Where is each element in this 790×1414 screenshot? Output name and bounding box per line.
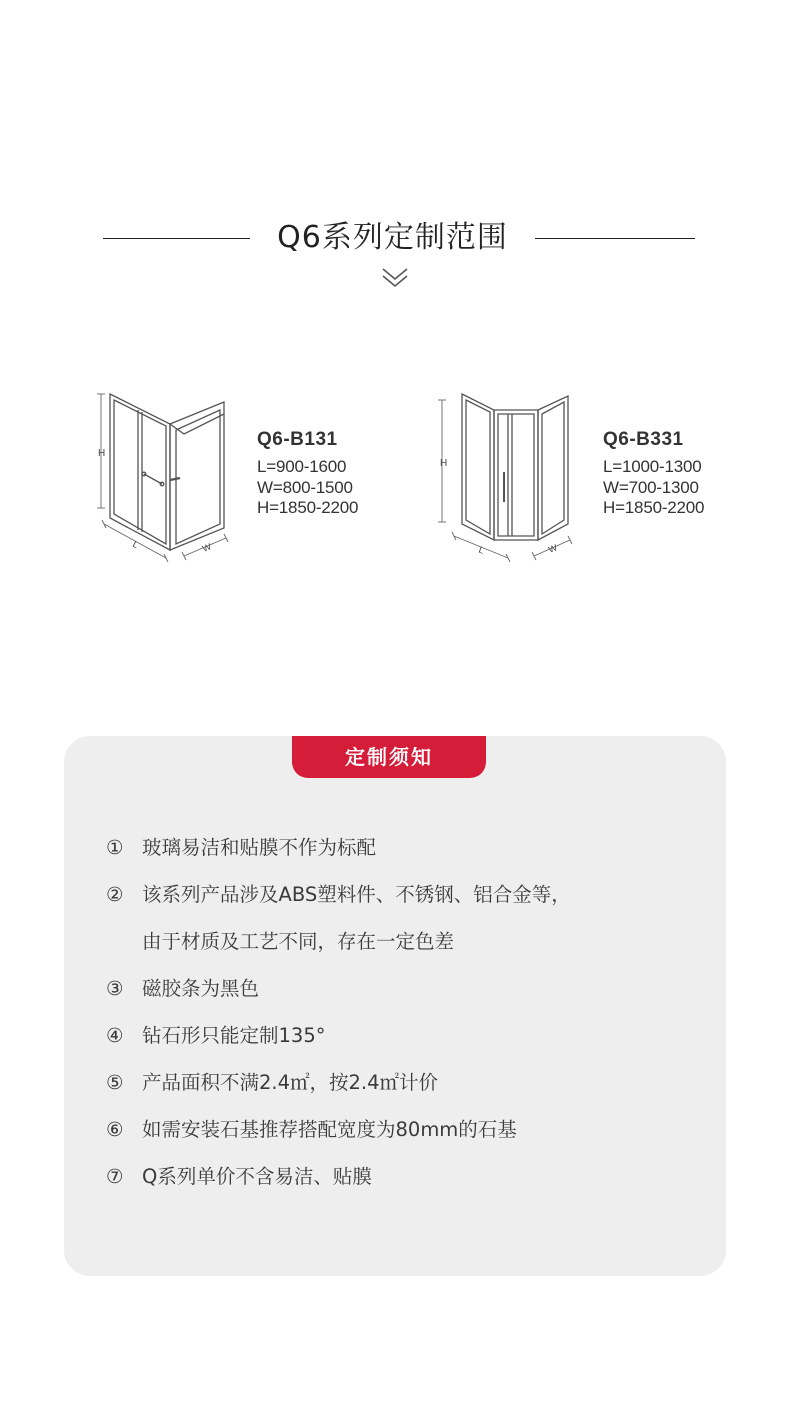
item-number: ①: [106, 836, 124, 859]
item-text: 如需安装石基推荐搭配宽度为80mm的石基: [142, 1118, 517, 1141]
item-number: ②: [106, 883, 124, 906]
chevron-down-icon: [381, 266, 409, 290]
shower-enclosure-b131-diagram: [92, 390, 237, 562]
spec-height: H=1850-2200: [603, 498, 705, 517]
spec-width: W=800-1500: [257, 477, 353, 497]
item-number: ⑤: [106, 1071, 124, 1094]
notice-item: [106, 1106, 706, 1153]
dimension-l-label: L: [131, 538, 141, 551]
item-text: Q系列单价不含易洁、贴膜: [142, 1165, 372, 1188]
shower-enclosure-b331-diagram: [432, 390, 577, 562]
item-text: 钻石形只能定制135°: [142, 1024, 326, 1047]
spec-height: H=1850-2200: [257, 498, 359, 517]
notice-tab-label: 定制须知: [292, 736, 486, 778]
notice-list: [106, 824, 706, 1200]
dimension-l-label: L: [477, 544, 486, 556]
product-card-b331: [603, 429, 704, 519]
item-number: ⑦: [106, 1165, 124, 1188]
notice-item: [106, 1153, 706, 1200]
spec-length: L=900-1600: [257, 457, 347, 476]
item-number: ④: [106, 1024, 124, 1047]
dimension-h-label: H: [440, 458, 448, 469]
item-text: 该系列产品涉及ABS塑料件、不锈钢、铝合金等，: [142, 883, 571, 906]
spec-length: L=1000-1300: [603, 457, 702, 476]
notice-item-continuation: [106, 918, 706, 965]
dimension-h-label: H: [98, 448, 106, 459]
product-name: Q6-B131: [257, 429, 338, 450]
title-divider-right: [535, 238, 695, 239]
item-number: ③: [106, 977, 124, 1000]
notice-item: [106, 1012, 706, 1059]
customization-notice-panel: [64, 736, 726, 1276]
product-name: Q6-B331: [603, 429, 684, 450]
section-title: Q6系列定制范围: [277, 220, 508, 255]
notice-item: [106, 824, 706, 871]
product-card-b131: [257, 429, 358, 519]
item-text: 由于材质及工艺不同，存在一定色差: [142, 930, 455, 953]
item-text: 产品面积不满2.4㎡，按2.4㎡计价: [142, 1071, 439, 1094]
item-number: ⑥: [106, 1118, 124, 1141]
dimension-w-label: W: [547, 542, 559, 555]
item-text: 磁胶条为黑色: [142, 977, 260, 1000]
notice-item: [106, 965, 706, 1012]
notice-item: [106, 871, 706, 918]
notice-item: [106, 1059, 706, 1106]
dimension-w-label: W: [201, 541, 213, 554]
title-divider-left: [103, 238, 250, 239]
spec-width: W=700-1300: [603, 477, 699, 497]
section-header: [0, 214, 790, 264]
item-text: 玻璃易洁和贴膜不作为标配: [142, 836, 377, 859]
